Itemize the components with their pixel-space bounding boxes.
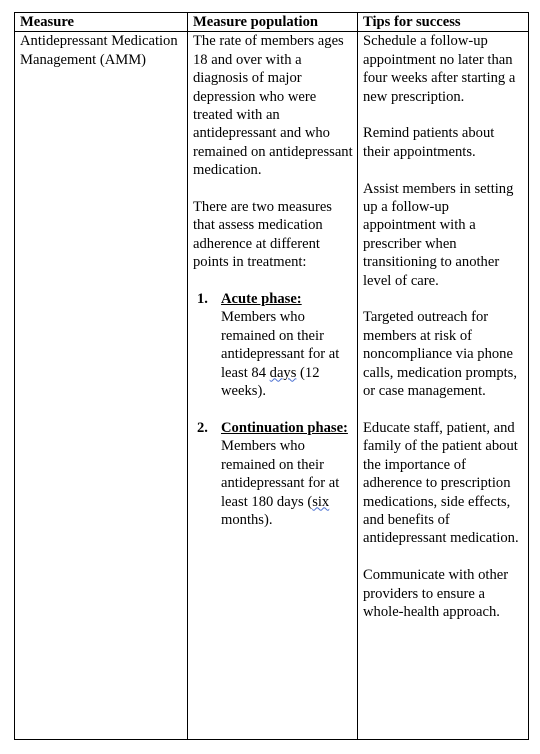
tip-item: Assist members in setting up a follow-up appointment with a prescriber when transitioning to another level of care. — [363, 180, 514, 289]
measure-name: Antidepressant Medication Management (AMM) — [20, 33, 178, 68]
population-two-measures: There are two measures that assess medication adherence at different points in treatment: — [193, 199, 332, 271]
tip-item: Schedule a follow-up appointment no later than four weeks after starting a new prescription. — [363, 33, 516, 105]
phase-title: Continuation phase: — [221, 419, 348, 436]
amm-measure-table — [14, 12, 529, 740]
paragraph-spacer — [363, 106, 524, 124]
phase-text: Members who remained on their antidepressant for at least 84 — [221, 309, 340, 381]
list-spacer — [221, 401, 353, 419]
tip-item: Targeted outreach for members at risk of noncompliance via phone calls, medication prompts, or case management. — [363, 309, 518, 400]
paragraph-spacer — [363, 400, 524, 418]
list-item-acute-phase — [197, 290, 353, 400]
paragraph-spacer — [363, 548, 524, 566]
phase-text: Members who remained on their antidepressant for at least 180 days ( — [221, 438, 340, 510]
phase-list — [193, 290, 353, 529]
header-measure: Measure — [15, 13, 188, 32]
measure-cell — [15, 32, 188, 740]
tips-cell — [358, 32, 529, 740]
paragraph-spacer — [193, 180, 353, 198]
list-number: 1. — [197, 291, 208, 308]
phase-text-end: months). — [221, 511, 273, 528]
phase-title: Acute phase: — [221, 291, 302, 308]
spellcheck-flagged-word: days — [269, 364, 297, 381]
header-tips-for-success: Tips for success — [358, 13, 529, 32]
tip-item: Remind patients about their appointments. — [363, 125, 495, 160]
population-cell — [188, 32, 358, 740]
tip-item: Educate staff, patient, and family of the patient about the importance of adherence to prescription medications, side effects, and benefits of antidepressant medication. — [363, 419, 519, 547]
paragraph-spacer — [363, 290, 524, 308]
phase-text-end: (12 weeks). — [221, 364, 320, 400]
tip-item: Communicate with other providers to ensure a whole-health approach. — [363, 567, 509, 620]
list-number: 2. — [197, 419, 208, 436]
table-header-row — [15, 13, 529, 32]
header-measure-population: Measure population — [188, 13, 358, 32]
list-item-continuation-phase — [197, 419, 353, 529]
table-row — [15, 32, 529, 740]
population-intro: The rate of members ages 18 and over with a diagnosis of major depression who were treated with an antidepressant and who remained on antidepressant medication. — [193, 33, 353, 179]
paragraph-spacer — [363, 161, 524, 179]
paragraph-spacer — [193, 272, 353, 290]
spellcheck-flagged-word: six — [312, 493, 330, 510]
